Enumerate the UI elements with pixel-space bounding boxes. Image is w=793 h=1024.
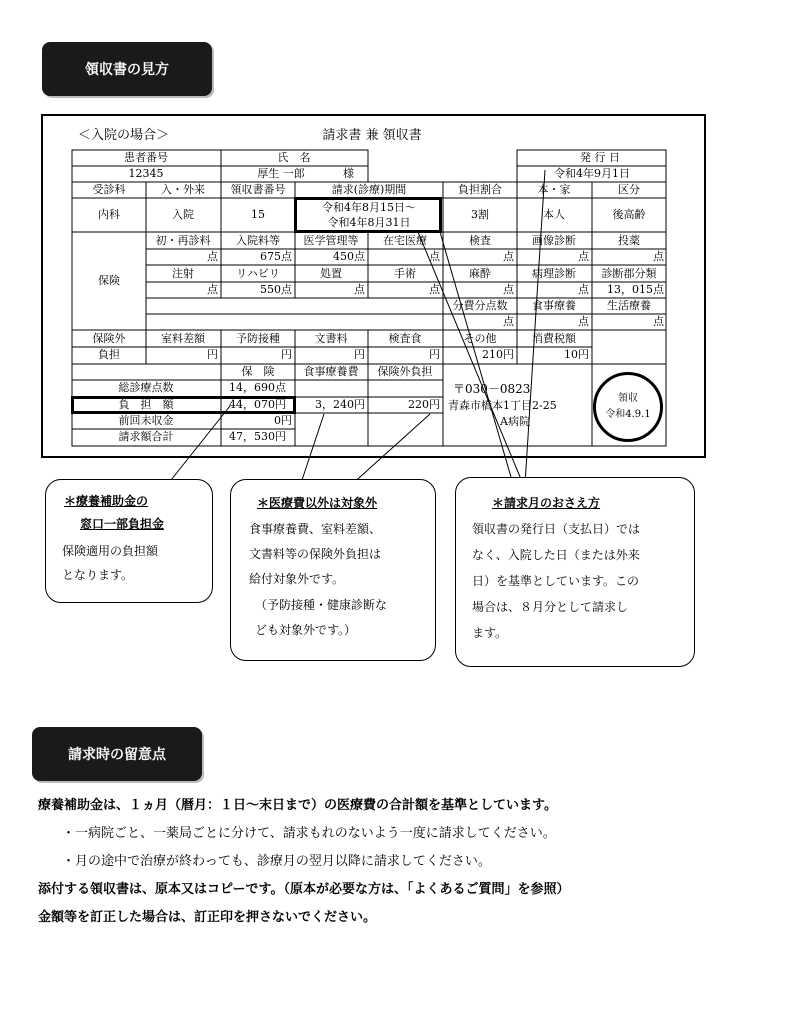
outside-header: その他 [463,332,497,345]
callout-text: 給付対象外です。 [249,572,345,586]
previous-unpaid-label: 前回未収金 [118,414,174,427]
ins-value: 点 [653,315,664,328]
patient-name: 厚生 一郎 [257,167,305,180]
ins-value: 13，015点 [607,283,664,296]
callout-text: ども対象外です。） [255,623,357,637]
in-out-header: 入・外来 [161,183,205,196]
outside-value: 10円 [564,348,589,361]
ins-value: 点 [207,250,218,263]
self-family-header: 本・家 [537,183,571,196]
callout-burden [45,479,213,603]
patient-no: 12345 [128,167,164,180]
section-title-text: 請求時の留意点 [68,747,166,763]
ins-header: 投薬 [618,234,640,247]
receipt-no-header: 領収書番号 [230,183,286,196]
note-line: 金額等を訂正した場合は、訂正印を押さないでください。 [38,910,377,925]
sum-header: 食事療養費 [303,365,359,378]
callout-title: ＊請求月のおさえ方 [492,496,601,510]
previous-unpaid: 0円 [274,414,292,427]
issue-date-header: 発 行 日 [580,151,620,164]
ins-value: 点 [429,250,440,263]
receipt-stamp [593,372,663,442]
outside-value: 円 [207,348,218,361]
outside-header: 文書料 [314,332,348,345]
in-out: 入院 [172,208,194,221]
outside-header: 消費税額 [532,332,576,345]
callout-title: ＊療養補助金の [64,494,149,508]
ins-header: 注射 [172,267,194,280]
callout-text: （予防接種・健康診断な [255,598,388,612]
outside-label: 保険外 [92,332,126,345]
self-family: 本人 [543,208,565,221]
callout-text: 領収書の発行日（支払日）では [472,522,641,536]
outside-label: 負担 [98,348,120,361]
outside-value: 円 [281,348,292,361]
callout-text: 保険適用の負担額 [62,544,159,558]
issue-date: 令和4年9月1日 [554,167,630,180]
ins-value: 点 [429,283,440,296]
stamp-date: 令和4.9.1 [605,409,651,420]
case-label: ＜入院の場合＞ [78,128,170,143]
ins-value: 点 [578,250,589,263]
callout-non-medical [230,479,436,661]
ins-value: 点 [578,315,589,328]
burden-highlight [71,396,296,414]
callout-text: 食事療養費、室料差額、 [249,522,382,536]
stamp-text: 領収 [618,393,638,404]
outside-header: 検査食 [388,332,422,345]
burden-label: 負 担 額 [118,398,174,411]
ins-value: 点 [503,283,514,296]
ins-value: 450点 [333,250,365,263]
note-line: ・月の途中で治療が終わっても、診療月の翌月以降に請求してください。 [62,854,491,869]
ins-value: 点 [653,250,664,263]
ins-header: 医学管理等 [303,234,359,247]
total-points: 14，690点 [229,381,286,394]
ins-header: 処置 [320,267,342,280]
outside-value: 210円 [482,348,514,361]
dept-header: 受診科 [92,183,126,196]
sum-header: 保険外負担 [377,365,433,378]
category-header: 区分 [618,183,640,196]
name-header: 氏 名 [277,151,311,164]
ins-header: 入院料等 [236,234,280,247]
ins-value: 550点 [260,283,292,296]
dept: 内科 [98,208,120,221]
callout-title: ＊医療費以外は対象外 [257,496,378,510]
ins-header: 検査 [469,234,491,247]
ins-header: 食事療養 [532,299,576,312]
ins-value: 675点 [260,250,292,263]
ins-header: 生活療養 [607,299,651,312]
ins-value: 点 [354,283,365,296]
ratio: 3割 [471,208,489,221]
billed-total: 47，530円 [229,430,286,443]
section-title-notes [32,727,202,781]
ins-value: 点 [503,250,514,263]
patient-no-header: 患者番号 [124,151,168,164]
ins-header: 診断郡分類 [601,267,657,280]
period-highlight [294,197,442,233]
billed-total-label: 請求額合計 [118,430,174,443]
ins-header: 画像診断 [532,234,576,247]
receipt-title: 請求書 兼 領収書 [322,128,422,143]
ins-header: 初・再診料 [155,234,211,247]
callout-text: 場合は、８月分として請求し [472,600,629,614]
ins-header: 手術 [394,267,416,280]
ins-header: リハビリ [236,267,280,280]
ins-value: 点 [207,283,218,296]
outside-value: 円 [354,348,365,361]
sum-header: 保 険 [241,365,275,378]
name-suffix: 様 [343,167,354,180]
callout-text: 日）を基準としています。この [472,574,640,588]
ins-header: 在宅医療 [383,234,427,247]
callout-text: 文書料等の保険外負担は [249,547,382,561]
outside-value: 円 [429,348,440,361]
receipt-no: 15 [251,208,265,221]
callout-text: なく、入院した日（または外来 [472,548,640,562]
burden-amount: 44，070円 [229,398,286,411]
note-line: ・一病院ごと、一薬局ごとに分けて、請求もれのないよう一度に請求してください。 [62,826,556,841]
callout-text: ます。 [472,626,508,640]
section-title-receipt-guide [42,42,212,96]
category: 後高齢 [612,208,646,221]
total-points-label: 総診療点数 [118,381,174,394]
ins-header: 分費分点数 [452,299,508,312]
note-line: 療養補助金は、１ヵ月（暦月：１日～末日まで）の医療費の合計額を基準としています。 [38,798,557,813]
ratio-header: 負担割合 [458,183,502,196]
notes-block [38,792,758,932]
note-line: 添付する領収書は、原本又はコピーです。（原本が必要な方は、「よくあるご質問」を参照） [38,882,570,897]
meal-cost: 3，240円 [315,398,365,411]
period-header: 請求(診療)期間 [331,183,407,196]
insurance-label: 保険 [98,274,120,287]
ins-value: 点 [503,315,514,328]
ins-header: 麻酔 [469,267,491,280]
outside-header: 予防接種 [236,332,280,345]
outside-header: 室料差額 [161,332,205,345]
hospital-address: 青森市橋本1丁目2-25 [448,399,557,412]
ins-value: 点 [578,283,589,296]
callout-text: となります。 [62,568,134,582]
section-title-text: 領収書の見方 [85,62,169,78]
period-end: 令和4年8月31日 [327,216,411,229]
callout-title: 窓口一部負担金 [80,517,165,531]
hospital-name: A病院 [500,415,530,428]
ins-header: 病理診断 [532,267,576,280]
callout-billing-month [455,477,695,667]
outside-cost: 220円 [408,398,440,411]
period-start: 令和4年8月15日～ [322,201,416,214]
postal-code: 〒030－0823 [453,382,531,396]
